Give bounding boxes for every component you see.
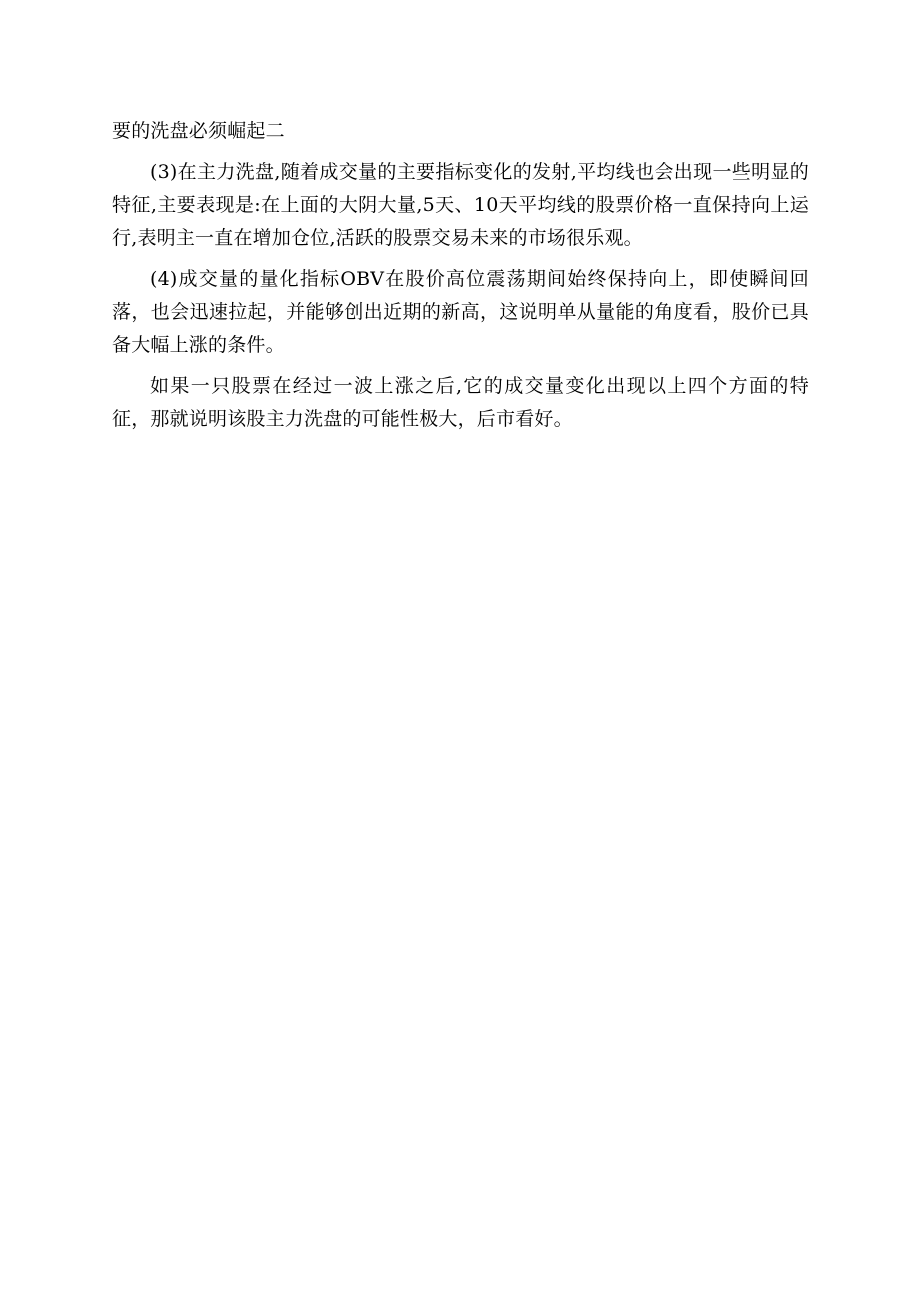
document-body xyxy=(112,115,809,444)
paragraph-continuation: 要的洗盘必须崛起二 xyxy=(112,120,285,142)
paragraph-point-4: (4)成交量的量化指标OBV在股价高位震荡期间始终保持向上，即使瞬间回落，也会迅速拉起，并能够创出近期的新高，这说明单从量能的角度看，股价已具备大幅上涨的条件。 xyxy=(112,268,809,356)
paragraph-conclusion: 如果一只股票在经过一波上涨之后,它的成交量变化出现以上四个方面的特征，那就说明该股主力洗盘的可能性极大，后市看好。 xyxy=(112,375,809,430)
paragraph-point-3: (3)在主力洗盘,随着成交量的主要指标变化的发射,平均线也会出现一些明显的特征,主要表现是:在上面的大阴大量,5天、10天平均线的股票价格一直保持向上运行,表明主一直在增加仓位,活跃的股票交易未来的市场很乐观。 xyxy=(112,161,809,249)
